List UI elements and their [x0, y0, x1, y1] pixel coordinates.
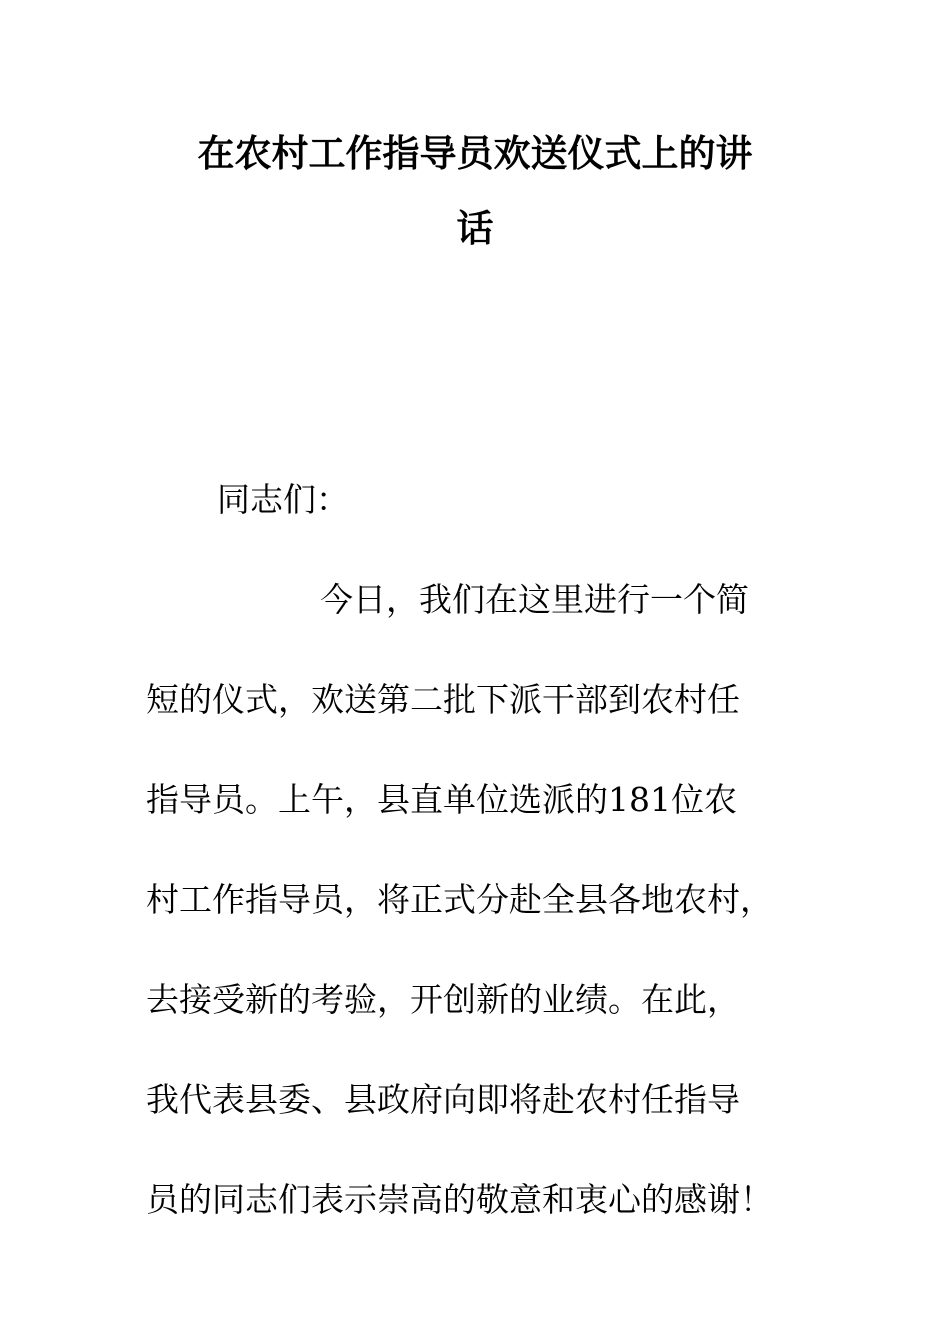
document-title-line-2: 话: [456, 207, 494, 250]
document-title-line-1: 在农村工作指导员欢送仪式上的讲: [197, 132, 753, 175]
body-line-5: 去接受新的考验，开创新的业绩。在此，: [146, 980, 740, 1019]
body-line-6: 我代表县委、县政府向即将赴农村任指导: [146, 1080, 740, 1119]
body-line-3: 指导员。上午，县直单位选派的181位农: [146, 780, 737, 819]
body-line-1: 今日，我们在这里进行一个简: [320, 580, 749, 619]
body-line-7: 员的同志们表示崇高的敬意和衷心的感谢！: [146, 1180, 773, 1219]
salutation: 同志们：: [217, 480, 349, 519]
body-line-2: 短的仪式，欢送第二批下派干部到农村任: [146, 680, 740, 719]
body-line-4: 村工作指导员，将正式分赴全县各地农村，: [146, 880, 773, 919]
